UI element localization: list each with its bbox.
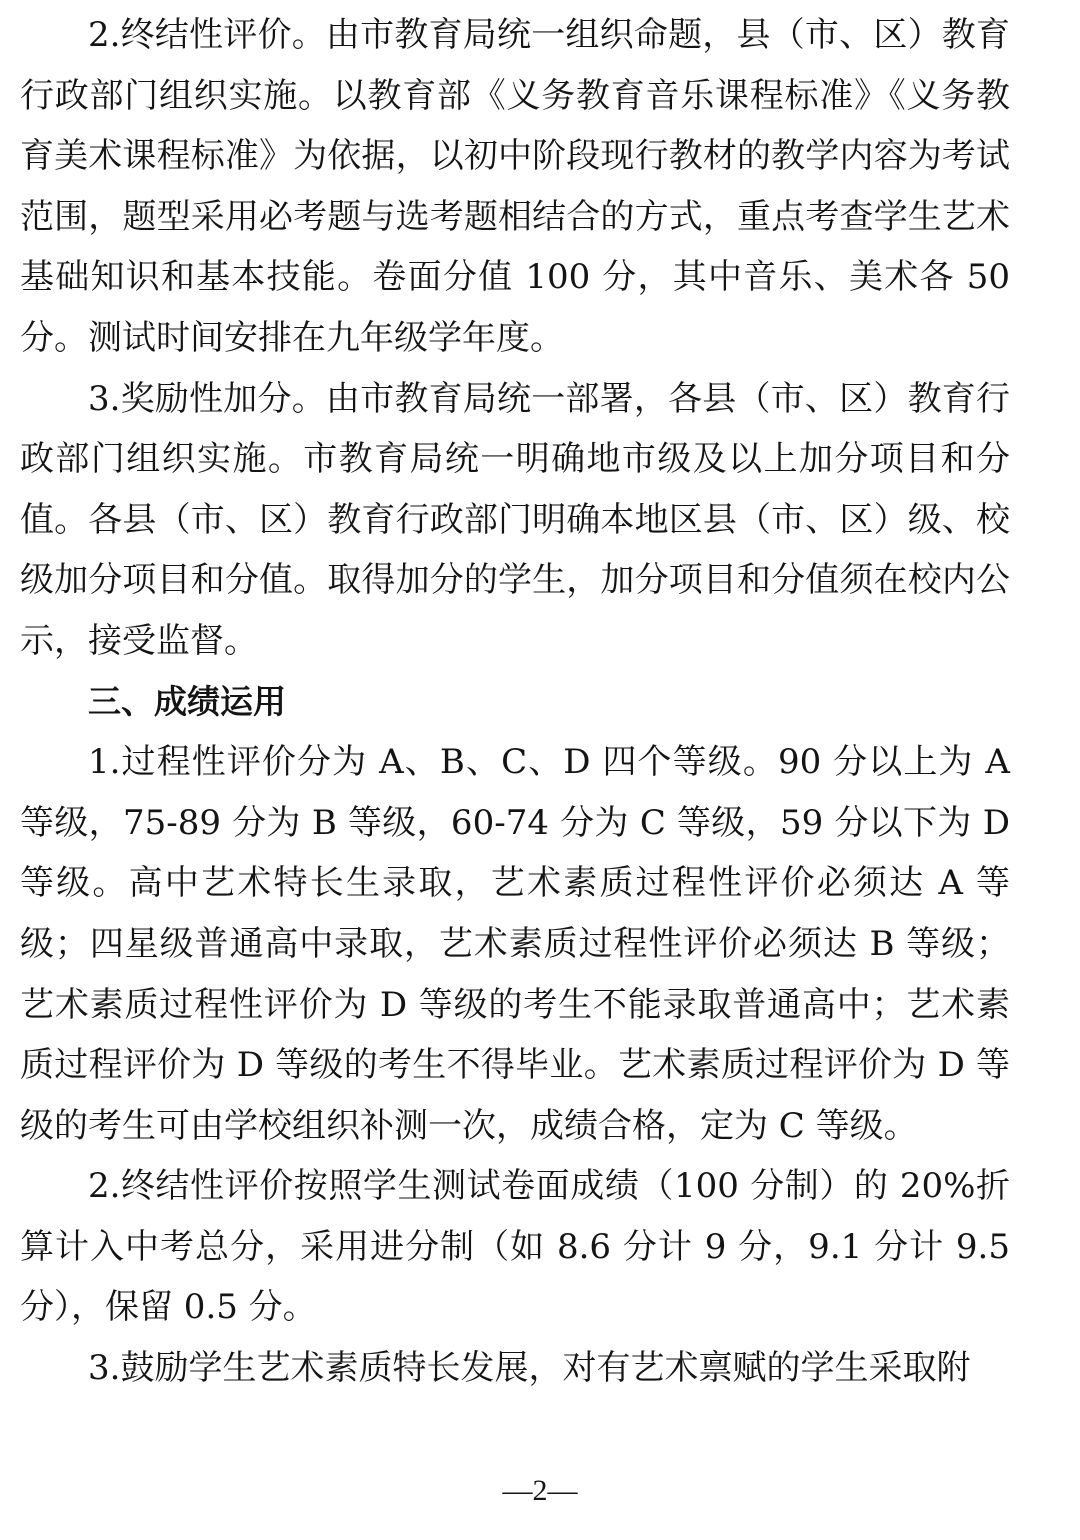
paragraph-summative-score-conversion: 2.终结性评价按照学生测试卷面成绩（100 分制）的 20%折算计入中考总分，采用进分制（如 8.6 分计 9 分，9.1 分计 9.5 分），保留 0.5 分。 [20, 1166, 1010, 1328]
section-heading-score-application: 三、成绩运用 [88, 681, 286, 721]
paragraph-process-evaluation-grades: 1.过程性评价分为 A、B、C、D 四个等级。90 分以上为 A 等级，75-89 分为 B 等级，60-74 分为 C 等级，59 分以下为 D 等级。高中艺术特长生录取，艺术素质过程性评价必须达 A 等级；四星级普通高中录取，艺术素质过程性评价必须达 B 等级；艺术素质过程性评价为 D 等级的考生不能录取普通高中；艺术素质过程评价为 D 等级的考生不得毕业。艺术素质过程评价为 D 等级的考生可由学校组织补测一次，成绩合格，定为 C 等级。 [20, 742, 1010, 1146]
paragraph-encourage-art-talent: 3.鼓励学生艺术素质特长发展，对有艺术禀赋的学生采取附 [88, 1348, 971, 1389]
document-page [20, 0, 1010, 1399]
page-number: —2— [502, 1474, 578, 1507]
paragraph-bonus-points: 3.奖励性加分。由市教育局统一部署，各县（市、区）教育行政部门组织实施。市教育局统一明确地市级及以上加分项目和分值。各县（市、区）教育行政部门明确本地区县（市、区）级、校级加分项目和分值。取得加分的学生，加分项目和分值须在校内公示，接受监督。 [20, 378, 1010, 661]
paragraph-summative-evaluation: 2.终结性评价。由市教育局统一组织命题，县（市、区）教育行政部门组织实施。以教育部《义务教育音乐课程标准》《义务教育美术课程标准》为依据，以初中阶段现行教材的教学内容为考试范围，题型采用必考题与选考题相结合的方式，重点考查学生艺术基础知识和基本技能。卷面分值 100 分，其中音乐、美术各 50 分。测试时间安排在九年级学年度。 [20, 15, 1010, 358]
